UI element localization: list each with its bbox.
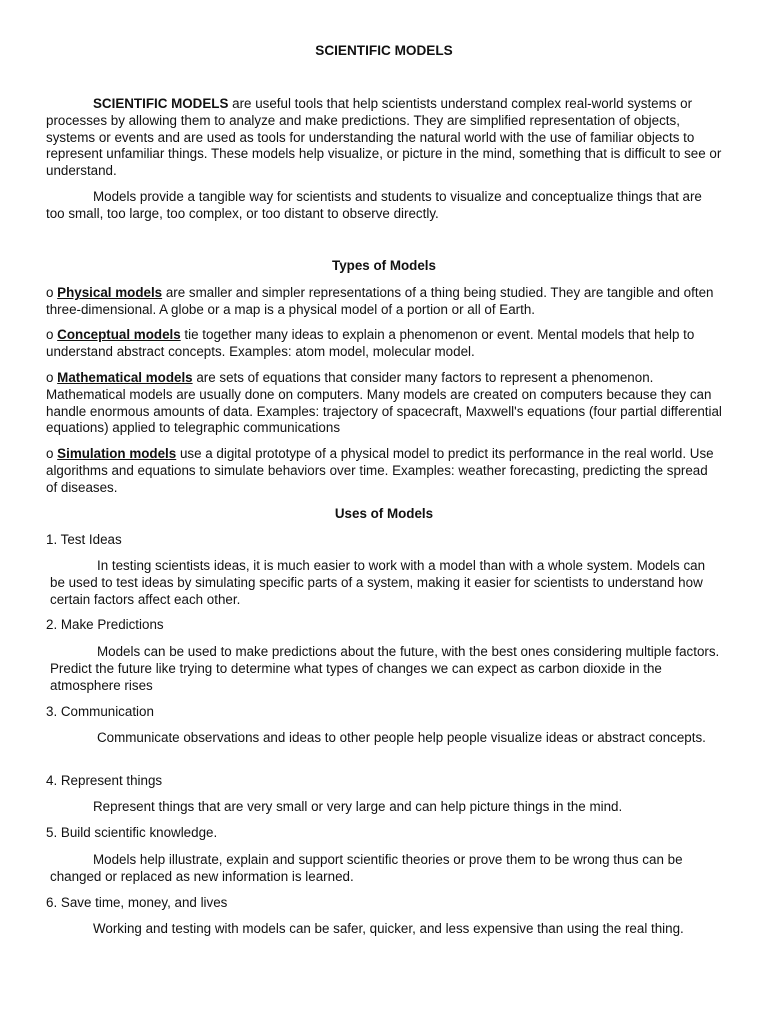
use-title: 1. Test Ideas [46, 532, 122, 547]
bullet-marker: o [46, 327, 58, 342]
use-body: Communicate observations and ideas to other people help people visualize ideas or abstract concepts. [97, 730, 706, 745]
use-title: 5. Build scientific knowledge. [46, 825, 218, 840]
type-term: Mathematical models [57, 370, 193, 385]
use-title: 2. Make Predictions [46, 617, 164, 632]
page-title: SCIENTIFIC MODELS [315, 43, 453, 58]
uses-heading: Uses of Models [334, 506, 434, 521]
type-item-mathematical [46, 370, 722, 437]
use-title: 4. Represent things [46, 773, 163, 788]
type-text: use a digital prototype of a physical model to predict its performance in the real world. Use algorithms and equations to simulate behaviors over time. Examples: weather forecasting, predicting the spread of diseases. [46, 446, 714, 495]
use-body: Models help illustrate, explain and support scientific theories or prove them to be wrong thus can be changed or replaced as new information is learned. [50, 852, 683, 884]
use-body: Models can be used to make predictions about the future, with the best ones considering multiple factors. Predict the future like trying to determine what types of changes we can expect as carbon dioxide in the atmosphere rises [50, 644, 720, 693]
type-term: Conceptual models [57, 327, 181, 342]
types-heading: Types of Models [332, 258, 436, 273]
intro-lead: SCIENTIFIC MODELS [93, 96, 229, 111]
type-term: Simulation models [57, 446, 177, 461]
bullet-marker: o [46, 370, 58, 385]
bullet-marker: o [46, 285, 58, 300]
type-text: are smaller and simpler representations of a thing being studied. They are tangible and often three-dimensional. A globe or a map is a physical model of a portion or all of Earth. [46, 285, 714, 317]
type-item-physical [46, 285, 722, 319]
type-text: tie together many ideas to explain a phenomenon or event. Mental models that help to understand abstract concepts. Examples: atom model, molecular model. [46, 327, 695, 359]
intro-paragraph [46, 96, 722, 180]
use-title: 6. Save time, money, and lives [46, 895, 228, 910]
type-text: are sets of equations that consider many factors to represent a phenomenon. Mathematical models are usually done on computers. Many models are created on computers because they can handle enormous amounts of data. Examples: trajectory of spacecraft, Maxwell's equations (four partial differential equations) applied to telegraphic communications [46, 370, 722, 436]
use-body: Represent things that are very small or very large and can help picture things in the mind. [93, 799, 623, 814]
intro-paragraph-2: Models provide a tangible way for scientists and students to visualize and conceptualize things that are too small, too large, too complex, or too distant to observe directly. [46, 189, 702, 221]
intro-text: are useful tools that help scientists understand complex real-world systems or processes by allowing them to analyze and make predictions. They are simplified representation of objects, systems or events and are used as tools for understanding the natural world with the use of familiar objects to represent unfamiliar things. These models help visualize, or picture in the mind, something that is difficult to see or understand. [46, 96, 722, 179]
use-title: 3. Communication [46, 704, 154, 719]
type-term: Physical models [57, 285, 163, 300]
use-body: In testing scientists ideas, it is much easier to work with a model than with a whole system. Models can be used to test ideas by simulating specific parts of a system, making it easier for scientists to understand how certain factors affect each other. [50, 558, 706, 607]
type-item-simulation [46, 446, 722, 496]
bullet-marker: o [46, 446, 58, 461]
type-item-conceptual [46, 327, 722, 361]
use-body: Working and testing with models can be safer, quicker, and less expensive than using the real thing. [93, 921, 684, 936]
